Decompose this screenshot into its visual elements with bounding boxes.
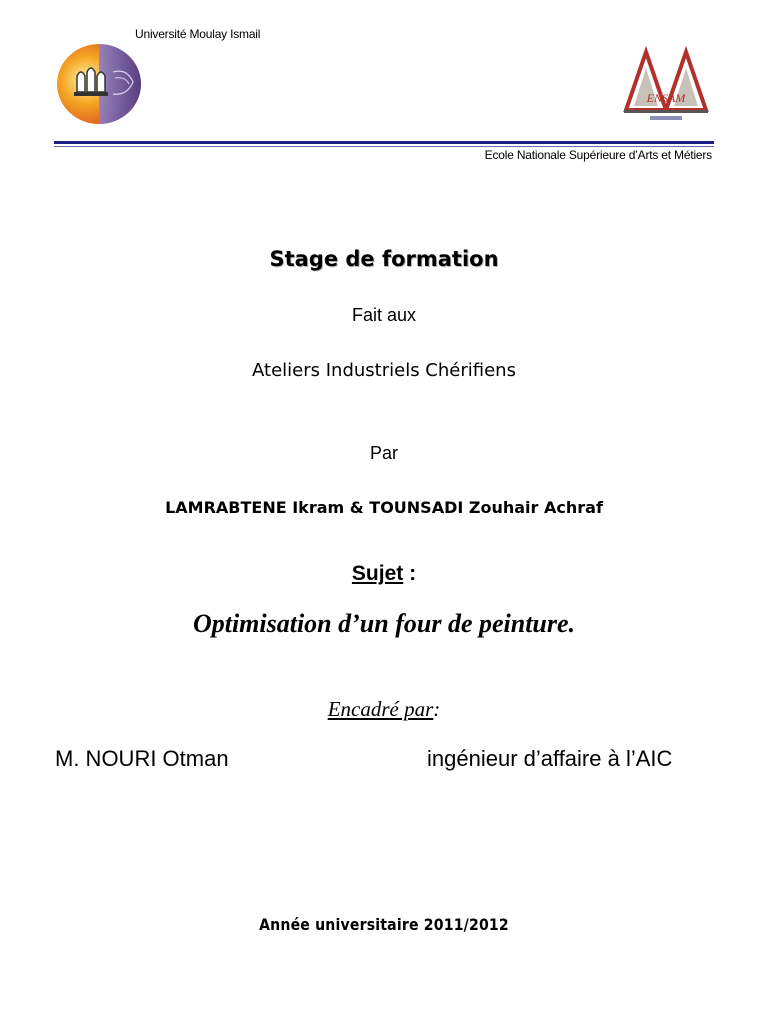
academic-year: Année universitaire 2011/2012 bbox=[259, 915, 509, 934]
authors: LAMRABTENE Ikram & TOUNSADI Zouhair Achraf bbox=[165, 498, 603, 517]
subject-heading bbox=[0, 562, 768, 586]
by-label: Par bbox=[369, 443, 398, 463]
supervisor-name: M. NOURI Otman bbox=[55, 746, 229, 771]
supervised-colon: : bbox=[433, 697, 441, 721]
header-divider bbox=[54, 141, 714, 144]
document-title: Stage de formation bbox=[269, 247, 499, 271]
header-divider-thin bbox=[54, 146, 714, 147]
supervised-label: Encadré par bbox=[327, 697, 434, 721]
university-logo bbox=[55, 42, 143, 126]
subject-colon: : bbox=[403, 562, 417, 585]
ensam-logo-text: ENSAM bbox=[646, 91, 686, 105]
company-name: Ateliers Industriels Chérifiens bbox=[252, 360, 516, 381]
university-name: Université Moulay Ismail bbox=[135, 27, 261, 41]
supervisor-role: ingénieur d’affaire à l’AIC bbox=[427, 746, 673, 771]
ensam-logo bbox=[620, 46, 712, 124]
subject-label: Sujet bbox=[351, 562, 404, 585]
supervised-heading bbox=[0, 697, 768, 722]
made-at-label: Fait aux bbox=[351, 305, 417, 325]
school-name: Ecole Nationale Supérieure d’Arts et Métiers bbox=[484, 148, 712, 162]
subject-title: Optimisation d’un four de peinture. bbox=[192, 609, 576, 638]
